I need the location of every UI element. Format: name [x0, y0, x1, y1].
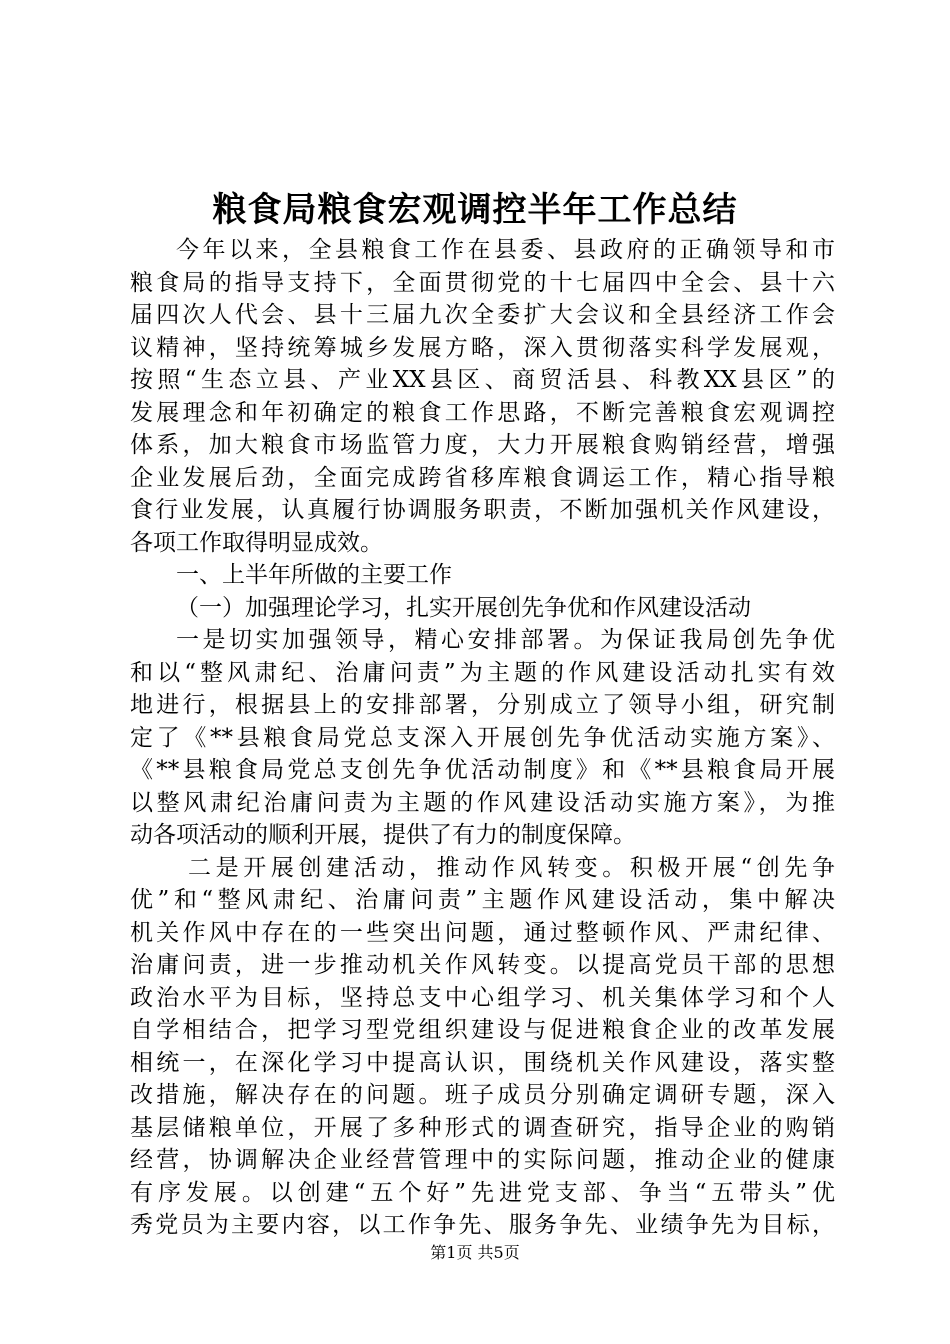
- text-line: 按照“生态立县、产业XX县区、商贸活县、科教XX县区”的: [130, 367, 835, 393]
- text-line: 基层储粮单位，开展了多种形式的调查研究，指导企业的购销: [130, 1114, 835, 1141]
- text-line: 二是开展创建活动，推动作风转变。积极开展“创先争: [188, 854, 835, 881]
- text-line: 优”和“整风肃纪、治庸问责”主题作风建设活动，集中解决: [130, 887, 835, 913]
- text-line: 今年以来，全县粮食工作在县委、县政府的正确领导和市: [176, 237, 835, 263]
- text-line: 一是切实加强领导，精心安排部署。为保证我局创先争优: [176, 627, 835, 653]
- text-line: 政治水平为目标，坚持总支中心组学习、机关集体学习和个人: [130, 984, 835, 1011]
- text-line: 有序发展。以创建“五个好”先进党支部、争当“五带头”优: [130, 1179, 835, 1206]
- text-line: 议精神，坚持统筹城乡发展方略，深入贯彻落实科学发展观，: [130, 334, 835, 361]
- text-line: 各项工作取得明显成效。: [130, 529, 383, 556]
- section-heading: 一、上半年所做的主要工作: [176, 562, 452, 588]
- text-line: 《**县粮食局党总支创先争优活动制度》和《**县粮食局开展: [130, 757, 835, 783]
- text-line: 相统一，在深化学习中提高认识，围绕机关作风建设，落实整: [130, 1049, 835, 1076]
- page-footer: 第1页 共5页: [430, 1243, 520, 1262]
- text-line: 以整风肃纪治庸问责为主题的作风建设活动实施方案》，为推: [130, 789, 835, 816]
- text-line: 发展理念和年初确定的粮食工作思路，不断完善粮食宏观调控: [130, 399, 835, 426]
- text-line: 改措施，解决存在的问题。班子成员分别确定调研专题，深入: [130, 1082, 835, 1108]
- text-line: 自学相结合，把学习型党组织建设与促进粮食企业的改革发展: [130, 1017, 835, 1043]
- text-line: 动各项活动的顺利开展，提供了有力的制度保障。: [130, 822, 636, 848]
- text-line: 机关作风中存在的一些突出问题，通过整顿作风、严肃纪律、: [130, 919, 835, 946]
- text-line: 定了《**县粮食局党总支深入开展创先争优活动实施方案》、: [130, 724, 835, 751]
- text-line: 经营，协调解决企业经营管理中的实际问题，推动企业的健康: [130, 1147, 835, 1173]
- text-line: 和以“整风肃纪、治庸问责”为主题的作风建设活动扎实有效: [130, 659, 835, 686]
- text-line: 秀党员为主要内容，以工作争先、服务争先、业绩争先为目标，: [130, 1212, 835, 1238]
- subsection-heading: （一）加强理论学习，扎实开展创先争优和作风建设活动: [176, 594, 751, 621]
- text-line: 食行业发展，认真履行协调服务职责，不断加强机关作风建设，: [130, 497, 835, 523]
- document-body: [130, 234, 835, 1242]
- text-line: 企业发展后劲，全面完成跨省移库粮食调运工作，精心指导粮: [130, 464, 835, 491]
- text-line: 届四次人代会、县十三届九次全委扩大会议和全县经济工作会: [130, 302, 835, 328]
- text-line: 体系，加大粮食市场监管力度，大力开展粮食购销经营，增强: [130, 432, 835, 458]
- text-line: 地进行，根据县上的安排部署，分别成立了领导小组，研究制: [130, 692, 835, 718]
- text-line: 治庸问责，进一步推动机关作风转变。以提高党员干部的思想: [130, 952, 835, 978]
- text-line: 粮食局的指导支持下，全面贯彻党的十七届四中全会、县十六: [130, 269, 835, 296]
- document-title: 粮食局粮食宏观调控半年工作总结: [212, 190, 738, 230]
